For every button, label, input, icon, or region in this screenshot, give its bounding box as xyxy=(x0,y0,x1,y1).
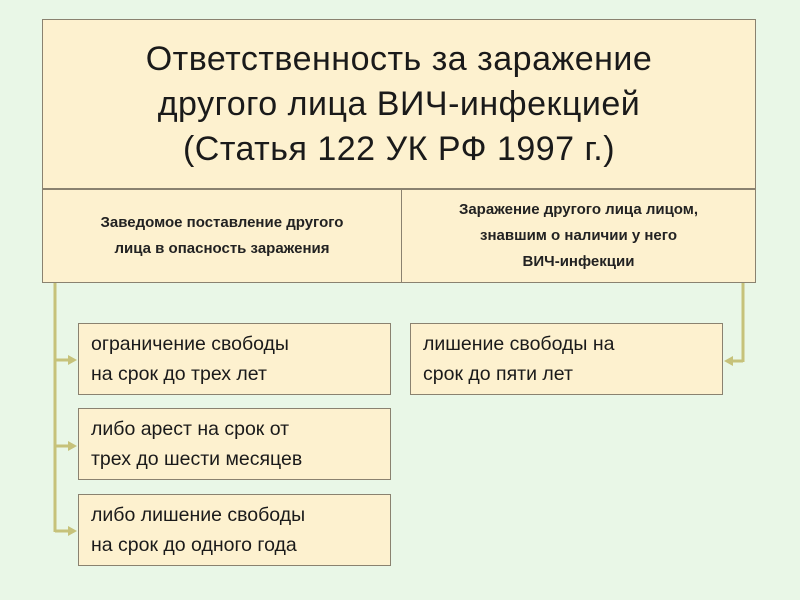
left-branch-box xyxy=(42,189,402,283)
arrowhead-4 xyxy=(724,356,733,366)
penalty-arrest: либо арест на срок от трех до шести месяцев xyxy=(78,408,391,480)
right-branch-label: Заражение другого лица лицом, знавшим о наличии у него ВИЧ-инфекции xyxy=(458,201,699,270)
title-box xyxy=(42,19,756,189)
arrowhead-3 xyxy=(68,526,77,536)
penalty-imprisonment-five-years: лишение свободы на срок до пяти лет xyxy=(410,323,723,395)
penalty-imprisonment-one-year: либо лишение свободы на срок до одного года xyxy=(78,494,391,566)
left-branch-label: Заведомое поставление другого лица в опасность заражения xyxy=(100,214,344,257)
diagram-title: Ответственность за заражение другого лица ВИЧ-инфекцией (Статья 122 УК РФ 1997 г.) xyxy=(145,39,653,168)
arrowhead-2 xyxy=(68,441,77,451)
penalty-restriction-of-freedom: ограничение свободы на срок до трех лет xyxy=(78,323,391,395)
arrowhead-1 xyxy=(68,355,77,365)
right-branch-box xyxy=(401,189,756,283)
